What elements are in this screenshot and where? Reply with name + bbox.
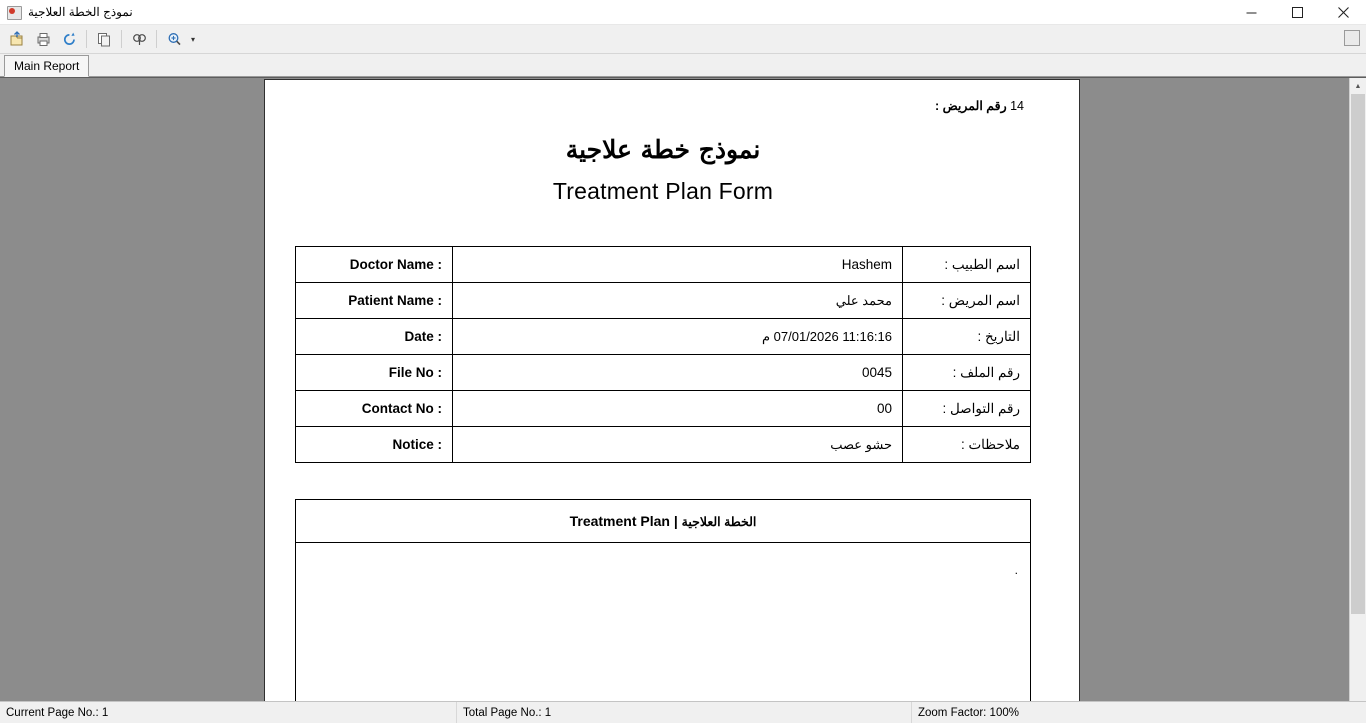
- toolbar-separator-3: [156, 30, 157, 48]
- report-tabstrip: [0, 54, 1366, 77]
- treatment-plan-body: .: [296, 543, 1031, 702]
- row-value: حشو عصب: [453, 427, 903, 463]
- table-row: [296, 500, 1031, 543]
- row-label-ar: ملاحظات :: [903, 427, 1031, 463]
- report-title-arabic: نموذج خطة علاجية: [565, 135, 761, 164]
- table-row: [296, 355, 1031, 391]
- row-label-en: Doctor Name :: [296, 247, 453, 283]
- status-total-pages: Total Page No.: 1: [457, 702, 912, 723]
- refresh-icon[interactable]: [56, 27, 82, 51]
- patient-no-label: رقم المريض :: [934, 99, 1007, 113]
- treatment-plan-header: [296, 500, 1031, 543]
- status-zoom-factor: Zoom Factor: 100%: [917, 706, 1019, 719]
- close-icon[interactable]: [1320, 0, 1366, 24]
- treatment-plan-table: [295, 499, 1031, 701]
- table-row: [296, 319, 1031, 355]
- toggle-group-tree-icon[interactable]: [1344, 30, 1360, 46]
- row-label-en: File No :: [296, 355, 453, 391]
- row-label-ar: اسم المريض :: [903, 283, 1031, 319]
- export-icon[interactable]: [4, 27, 30, 51]
- window-title: نموذج الخطة العلاجية: [28, 5, 133, 19]
- row-value: Hashem: [453, 247, 903, 283]
- report-viewer: [0, 77, 1366, 701]
- table-row: [296, 427, 1031, 463]
- tab-main-report[interactable]: [4, 55, 89, 77]
- patient-info-table: [295, 246, 1031, 463]
- row-value: 00: [453, 391, 903, 427]
- table-row: [296, 283, 1031, 319]
- toolbar-separator-1: [86, 30, 87, 48]
- row-label-en: Date :: [296, 319, 453, 355]
- treatment-plan-header-en: Treatment Plan |: [569, 513, 678, 529]
- viewer-left-gutter: [0, 78, 8, 701]
- row-label-en: Contact No :: [296, 391, 453, 427]
- report-toolbar: [0, 25, 1366, 54]
- vertical-scrollbar[interactable]: [1349, 78, 1366, 701]
- row-label-ar: اسم الطبيب :: [903, 247, 1031, 283]
- treatment-plan-header-ar: الخطة العلاجية: [681, 515, 757, 529]
- patient-no-value: 14: [1010, 99, 1024, 113]
- report-title-english: Treatment Plan Form: [552, 178, 774, 204]
- find-icon[interactable]: [126, 27, 152, 51]
- toolbar-separator-2: [121, 30, 122, 48]
- zoom-dropdown-caret[interactable]: ▾: [190, 34, 195, 44]
- row-label-ar: رقم التواصل :: [903, 391, 1031, 427]
- print-icon[interactable]: [30, 27, 56, 51]
- report-page-content: [288, 96, 1038, 701]
- title-bar-left: [0, 4, 1228, 20]
- maximize-icon[interactable]: [1274, 0, 1320, 24]
- status-bar: [0, 701, 1366, 723]
- row-value: 11:16:16 07/01/2026 م: [453, 319, 903, 355]
- tab-label: Main Report: [14, 59, 80, 73]
- row-label-ar: رقم الملف :: [903, 355, 1031, 391]
- scroll-up-icon[interactable]: ▲: [1354, 82, 1362, 90]
- row-value: 0045: [453, 355, 903, 391]
- zoom-icon[interactable]: [161, 27, 187, 51]
- table-row: [296, 247, 1031, 283]
- row-label-ar: التاريخ :: [903, 319, 1031, 355]
- patient-no-line: [288, 98, 1038, 113]
- row-label-en: Notice :: [296, 427, 453, 463]
- scroll-thumb[interactable]: [1351, 94, 1365, 614]
- report-app-icon: [6, 4, 22, 20]
- row-value: محمد علي: [453, 283, 903, 319]
- report-page: [264, 79, 1080, 701]
- table-row: [296, 543, 1031, 702]
- title-bar: [0, 0, 1366, 25]
- copy-icon[interactable]: [91, 27, 117, 51]
- status-current-page: Current Page No.: 1: [0, 702, 457, 723]
- table-row: [296, 391, 1031, 427]
- window-controls: [1228, 0, 1366, 24]
- row-label-en: Patient Name :: [296, 283, 453, 319]
- minimize-icon[interactable]: [1228, 0, 1274, 24]
